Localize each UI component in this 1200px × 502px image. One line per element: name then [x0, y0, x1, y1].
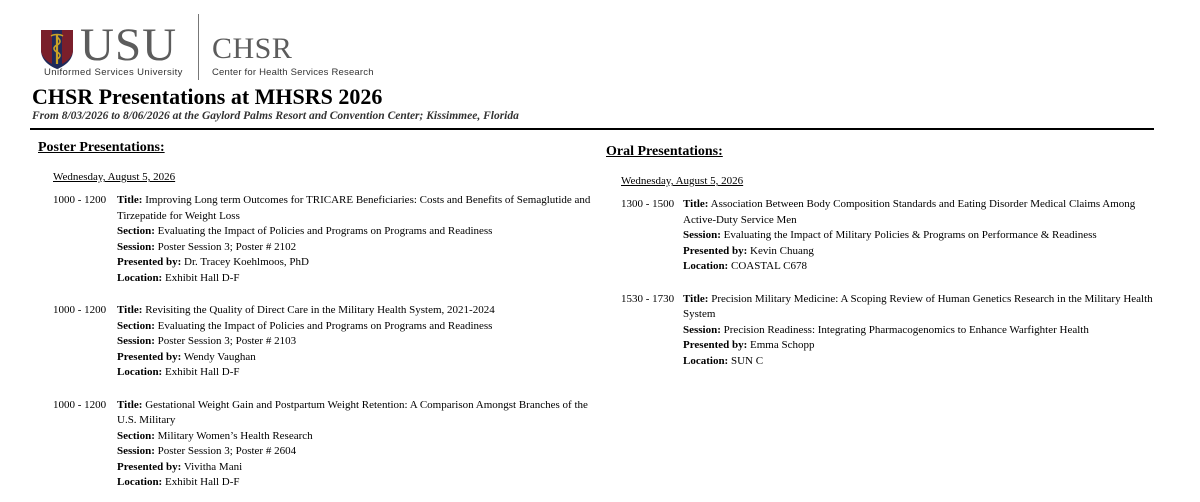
presentation-time: 1000 - 1200	[53, 304, 107, 316]
location-label: Location:	[117, 366, 163, 378]
presentation-location: Exhibit Hall D-F	[164, 271, 240, 284]
usu-wordmark: USU	[80, 19, 178, 71]
usu-shield-icon	[40, 28, 74, 70]
logo-divider	[198, 14, 199, 80]
presentation-session: Poster Session 3; Poster # 2102	[157, 240, 297, 253]
presentation-session: Precision Readiness: Integrating Pharmacogenomics to Enhance Warfighter Health	[723, 323, 1089, 336]
presentation-section: Military Women’s Health Research	[157, 429, 313, 442]
page-subtitle: From 8/03/2026 to 8/06/2026 at the Gaylord Palms Resort and Convention Center; Kissimmee, Florida	[32, 110, 519, 122]
section-label: Section:	[117, 319, 155, 332]
presented-by-label: Presented by:	[117, 460, 182, 473]
presentation-session: Poster Session 3; Poster # 2103	[157, 335, 297, 347]
poster-presentation	[38, 303, 598, 381]
title-label: Title:	[117, 398, 143, 411]
presentation-time: 1300 - 1500	[621, 198, 675, 210]
presentation-location: COASTAL C678	[730, 260, 808, 272]
presented-by-label: Presented by:	[117, 256, 182, 268]
session-label: Session:	[683, 229, 721, 241]
poster-presentation	[38, 398, 598, 491]
chsr-wordmark: CHSR	[212, 32, 293, 65]
session-label: Session:	[117, 445, 155, 457]
header-divider	[30, 128, 1154, 130]
presented-by-label: Presented by:	[683, 339, 748, 351]
presentation-location: SUN C	[730, 354, 764, 367]
section-label: Section:	[117, 225, 155, 237]
presenter-name: Dr. Tracey Koehlmoos, PhD	[184, 256, 309, 268]
oral-heading: Oral Presentations:	[606, 144, 723, 159]
poster-presentations-column	[38, 140, 598, 491]
oral-presentations-column	[606, 140, 1166, 369]
presentation-title: Improving Long term Outcomes for TRICARE Beneficiaries: Costs and Benefits of Semaglutide and Tirzepatide for Weight Loss	[117, 194, 591, 222]
location-label: Location:	[117, 271, 163, 284]
presentation-title: Gestational Weight Gain and Postpartum Weight Retention: A Comparison Amongst Branches of the U.S. Military	[117, 398, 588, 426]
presenter-name: Vivitha Mani	[183, 460, 243, 473]
section-label: Section:	[117, 429, 155, 442]
presented-by-label: Presented by:	[683, 244, 748, 257]
poster-date: Wednesday, August 5, 2026	[53, 171, 176, 183]
page-title: CHSR Presentations at MHSRS 2026	[32, 84, 383, 109]
presentation-details	[117, 398, 598, 491]
presentation-location: Exhibit Hall D-F	[164, 476, 240, 488]
session-label: Session:	[117, 335, 155, 347]
poster-heading: Poster Presentations:	[38, 140, 165, 155]
chsr-subtitle: Center for Health Services Research	[212, 67, 374, 78]
poster-presentation	[38, 193, 598, 286]
presented-by-label: Presented by:	[117, 350, 182, 363]
oral-presentation	[606, 197, 1166, 275]
title-label: Title:	[683, 292, 709, 305]
session-label: Session:	[117, 240, 155, 253]
presentation-section: Evaluating the Impact of Policies and Programs on Programs and Readiness	[157, 225, 493, 237]
title-label: Title:	[683, 198, 709, 210]
oral-date: Wednesday, August 5, 2026	[621, 175, 744, 187]
presenter-name: Wendy Vaughan	[183, 350, 256, 363]
presentation-time: 1000 - 1200	[53, 398, 107, 411]
presentation-session: Poster Session 3; Poster # 2604	[157, 445, 297, 457]
location-label: Location:	[683, 260, 729, 272]
presentation-title: Precision Military Medicine: A Scoping Review of Human Genetics Research in the Military Health System	[683, 292, 1153, 320]
presentation-details	[117, 303, 598, 381]
presentation-session: Evaluating the Impact of Military Policies & Programs on Performance & Readiness	[723, 229, 1097, 241]
presentation-details	[683, 197, 1166, 275]
oral-presentation	[606, 292, 1166, 370]
presentation-title: Revisiting the Quality of Direct Care in the Military Health System, 2021-2024	[145, 304, 495, 316]
presentation-details	[117, 193, 598, 286]
presentation-location: Exhibit Hall D-F	[164, 366, 240, 378]
title-label: Title:	[117, 304, 143, 316]
session-label: Session:	[683, 323, 721, 336]
location-label: Location:	[117, 476, 163, 488]
presenter-name: Emma Schopp	[750, 339, 815, 351]
title-label: Title:	[117, 194, 143, 206]
presentation-details	[683, 292, 1166, 370]
presentation-section: Evaluating the Impact of Policies and Programs on Programs and Readiness	[157, 319, 493, 332]
presentation-title: Association Between Body Composition Standards and Eating Disorder Medical Claims Among Active-Duty Service Men	[683, 198, 1136, 226]
location-label: Location:	[683, 354, 729, 367]
usu-chsr-logo	[40, 12, 400, 80]
usu-subtitle: Uniformed Services University	[44, 67, 183, 78]
presenter-name: Kevin Chuang	[750, 244, 814, 257]
presentation-time: 1530 - 1730	[621, 292, 675, 305]
presentation-time: 1000 - 1200	[53, 194, 107, 206]
